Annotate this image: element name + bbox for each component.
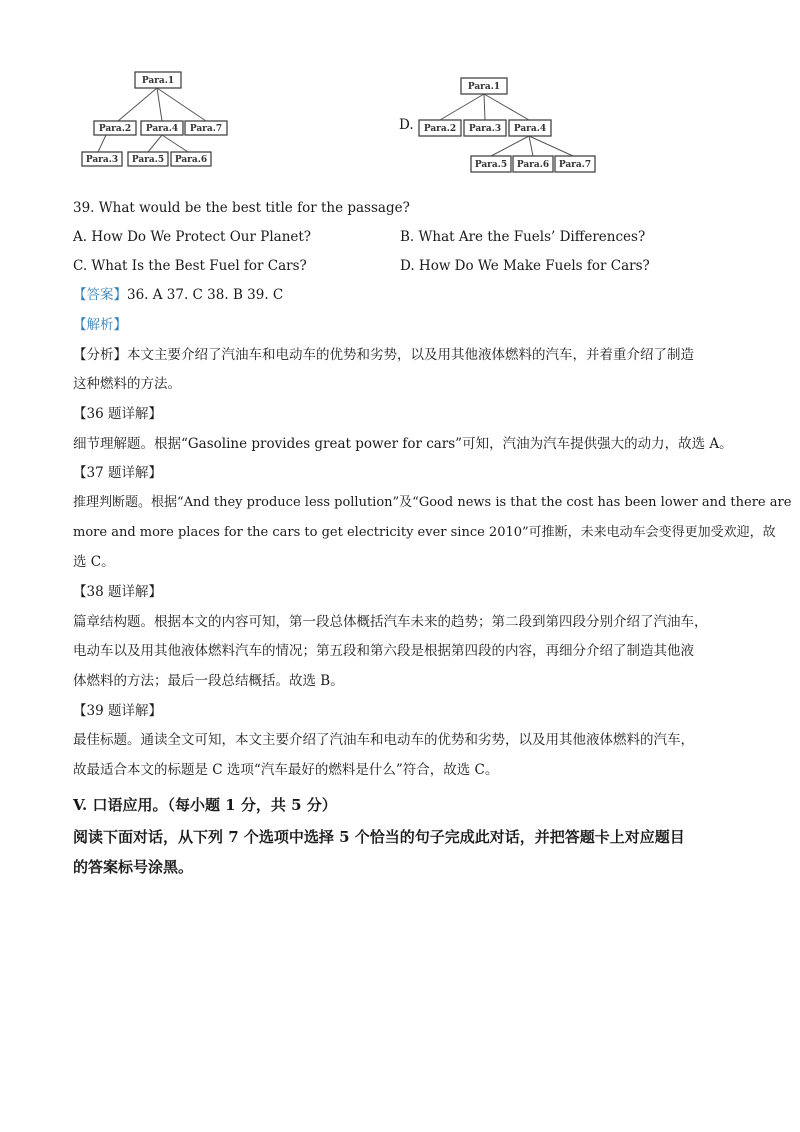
tree-edge	[157, 88, 206, 121]
tree-node-label: Para.4	[145, 124, 179, 134]
section-5-instruction-line-1: 阅读下面对话，从下列 7 个选项中选择 5 个恰当的句子完成此对话，并把答题卡上对应题目	[73, 828, 685, 846]
tree-edge	[118, 88, 157, 121]
tree-edge	[162, 135, 188, 152]
q39-detail-line-1: 最佳标题。通读全文可知，本文主要介绍了汽油车和电动车的优势和劣势，以及用其他液体燃料的汽车，	[73, 732, 694, 748]
tree-node-label: Para.5	[131, 155, 165, 165]
question-39-option-b: B. What Are the Fuels’ Differences?	[400, 229, 646, 245]
q38-detail-line-2: 电动车以及用其他液体燃料汽车的情况；第五段和第六段是根据第四段的内容，再细分介绍了制造其他液	[73, 643, 694, 659]
q37-detail-line-3: 选 C。	[73, 554, 115, 570]
q39-detail-title: 【39 题详解】	[73, 703, 162, 719]
tree-node-label: Para.7	[189, 124, 223, 134]
paragraph-structure-diagram-c	[78, 66, 238, 176]
tree-edge	[98, 135, 106, 152]
tree-node-label: Para.1	[141, 76, 175, 86]
q36-detail-title: 【36 题详解】	[73, 406, 162, 422]
tree-edge	[529, 136, 573, 156]
analysis-intro-line-1: 【分析】本文主要介绍了汽油车和电动车的优势和劣势，以及用其他液体燃料的汽车，并着重介绍了制造	[73, 347, 694, 363]
question-39-option-c: C. What Is the Best Fuel for Cars?	[73, 258, 307, 274]
section-5-instruction-line-2: 的答案标号涂黑。	[73, 858, 194, 876]
tree-node-label: Para.7	[558, 160, 592, 170]
q38-detail-title: 【38 题详解】	[73, 584, 162, 600]
section-5-heading: V. 口语应用。（每小题 1 分，共 5 分）	[73, 796, 337, 814]
tree-node-label: Para.1	[467, 82, 501, 92]
q38-detail-line-3: 体燃料的方法；最后一段总结概括。故选 B。	[73, 673, 344, 689]
q36-detail-line-1: 细节理解题。根据“Gasoline provides great power for cars”可知，汽油为汽车提供强大的动力，故选 A。	[73, 436, 733, 452]
tree-edge	[484, 94, 485, 120]
answer-text: 36. A 37. C 38. B 39. C	[127, 287, 284, 303]
paragraph-structure-diagram-d	[415, 72, 600, 180]
tree-node-label: Para.4	[513, 124, 547, 134]
q37-detail-line-1: 推理判断题。根据“And they produce less pollution”及“Good news is that the cost has been lower and there are	[73, 495, 792, 510]
tree-node-label: Para.2	[423, 124, 457, 134]
tree-edge	[440, 94, 484, 120]
tree-edge	[484, 94, 529, 120]
answer-line	[73, 285, 283, 305]
tree-edge	[491, 136, 529, 156]
q37-detail-title: 【37 题详解】	[73, 465, 162, 481]
tree-node-label: Para.3	[85, 155, 119, 165]
tree-edge	[157, 88, 162, 121]
question-39-stem: 39. What would be the best title for the passage?	[73, 200, 410, 216]
tree-node-label: Para.6	[174, 155, 208, 165]
question-39-option-a: A. How Do We Protect Our Planet?	[73, 229, 312, 245]
tree-edge	[148, 135, 162, 152]
q37-detail-line-2: more and more places for the cars to get electricity ever since 2010”可推断，未来电动车会变得更加受欢迎，故	[73, 525, 776, 540]
analysis-intro-line-2: 这种燃料的方法。	[73, 376, 181, 392]
q38-detail-line-1: 篇章结构题。根据本文的内容可知，第一段总体概括汽车未来的趋势；第二段到第四段分别介绍了汽油车，	[73, 614, 708, 630]
q39-detail-line-2: 故最适合本文的标题是 C 选项“汽车最好的燃料是什么”符合，故选 C。	[73, 762, 499, 778]
tree-node-label: Para.2	[98, 124, 132, 134]
question-39-option-d: D. How Do We Make Fuels for Cars?	[400, 258, 650, 274]
tree-node-label: Para.5	[474, 160, 508, 170]
tree-edge	[529, 136, 533, 156]
tree-node-label: Para.6	[516, 160, 550, 170]
analysis-tag: 【解析】	[73, 317, 127, 333]
option-d-label: D.	[399, 117, 414, 133]
tree-node-label: Para.3	[468, 124, 502, 134]
answer-tag: 【答案】	[73, 287, 127, 303]
